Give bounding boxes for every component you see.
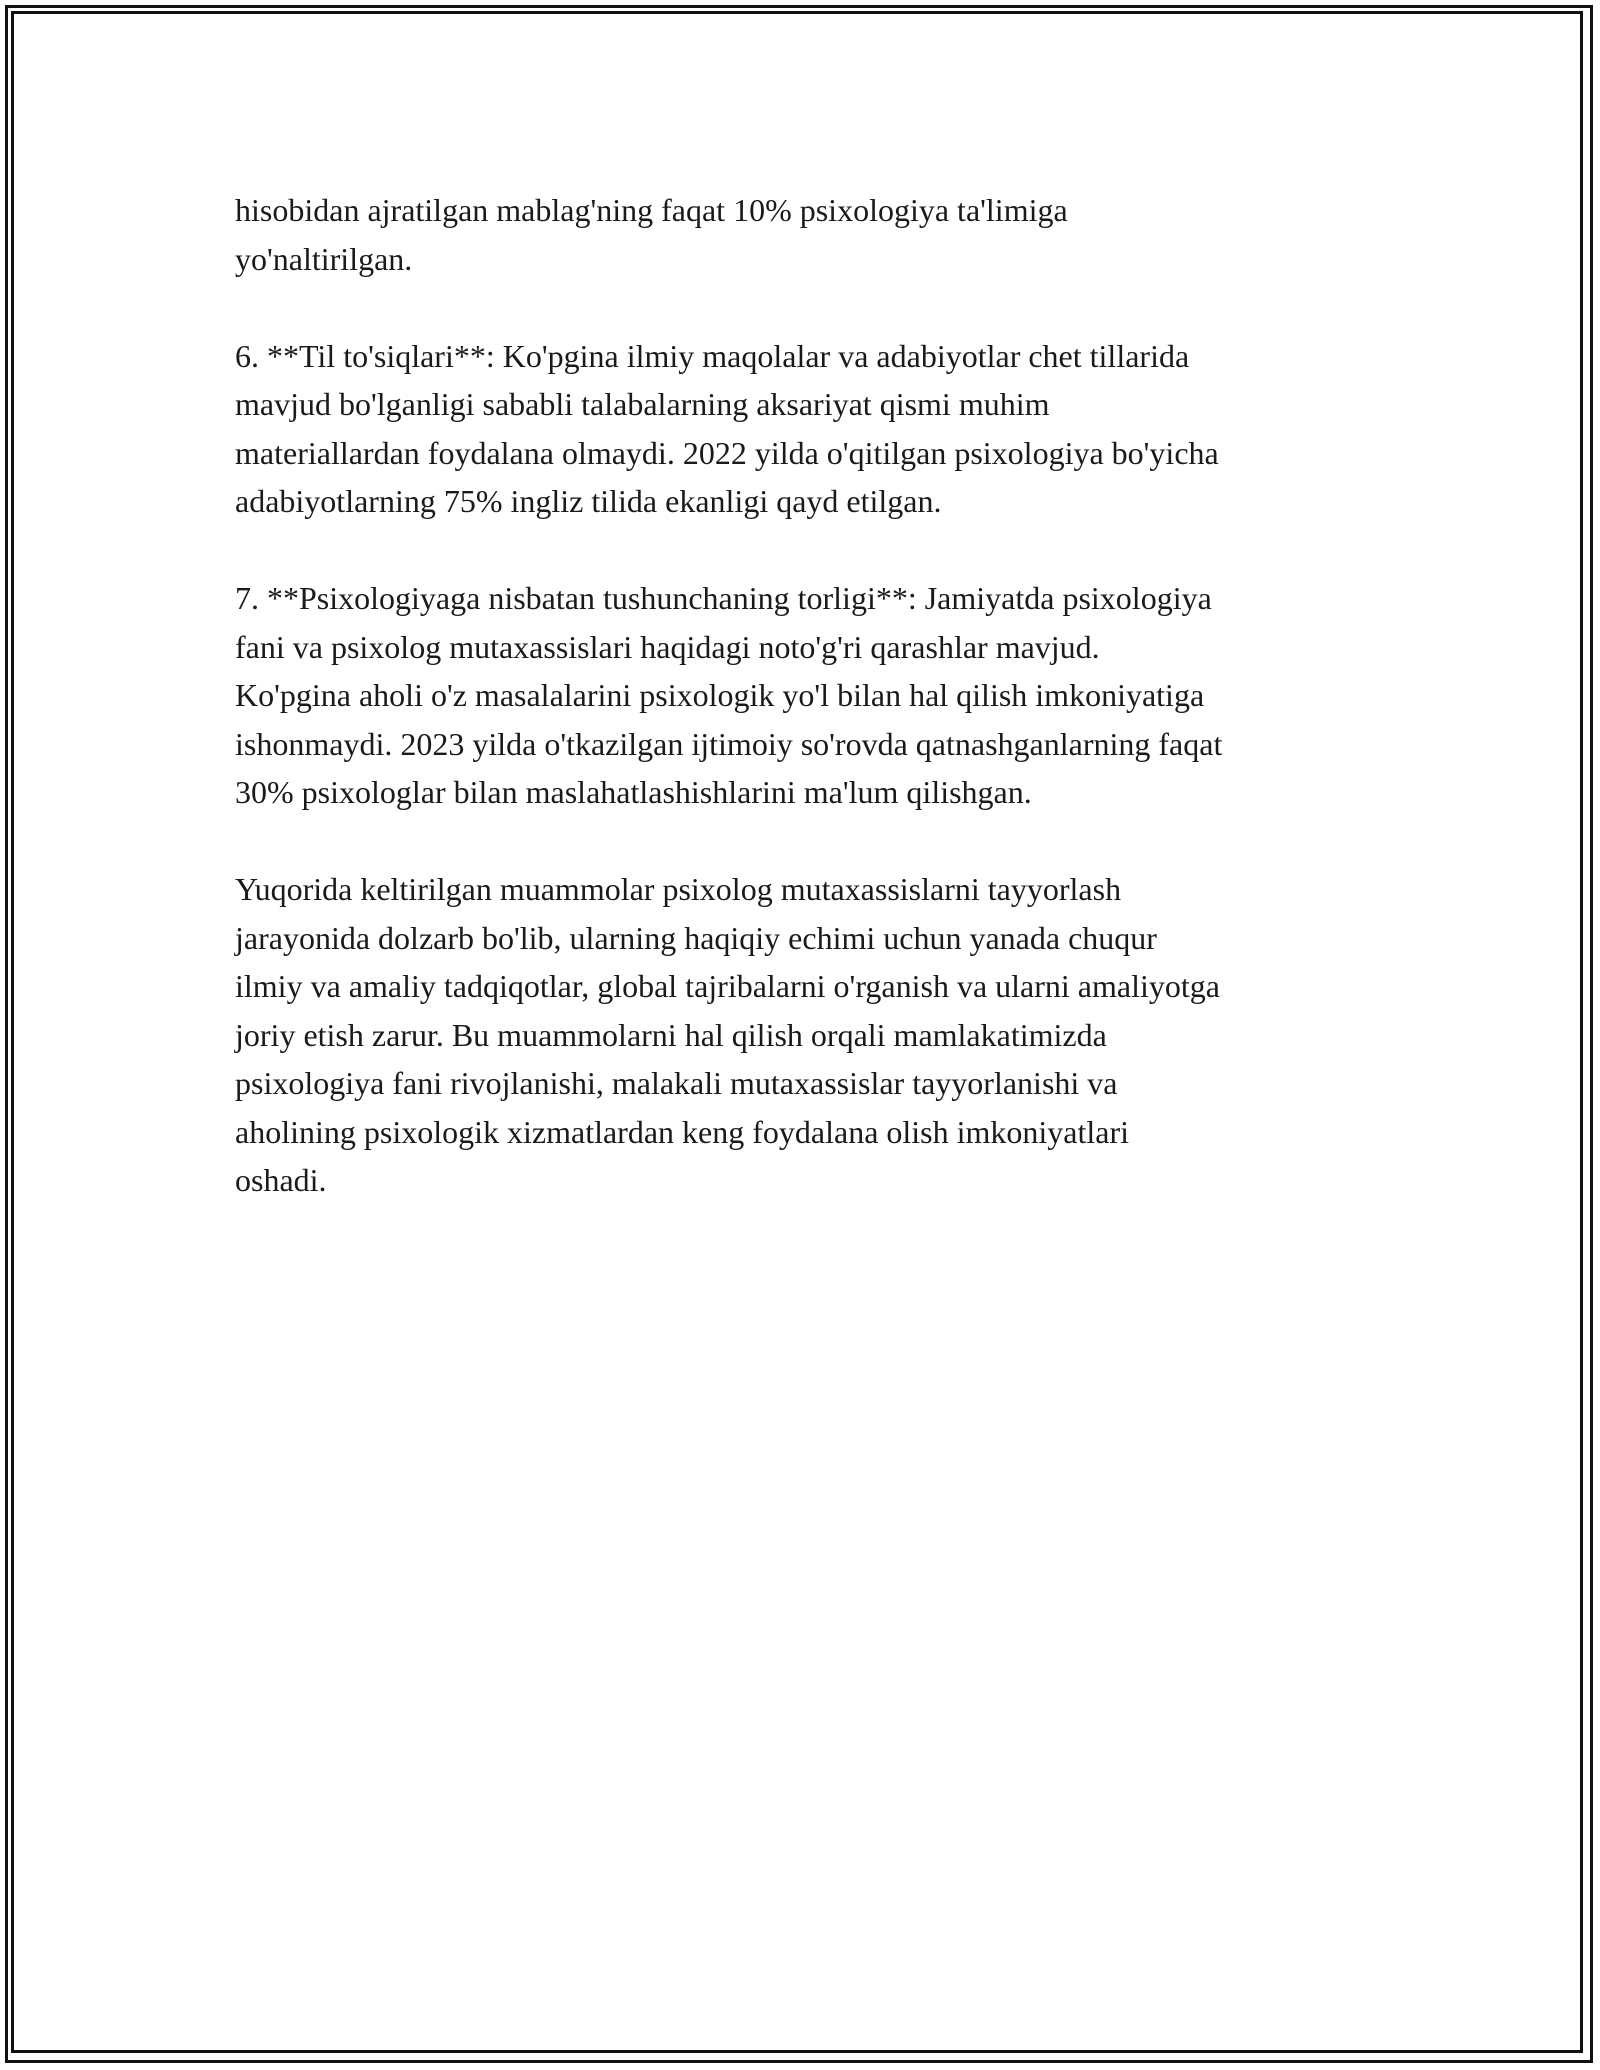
paragraph-conclusion: Yuqorida keltirilgan muammolar psixolog mutaxassislarni tayyorlash jarayonida dolzarb bo'lib, ularning haqiqiy echimi uchun yanada chuqur ilmiy va amaliy tadqiqotlar, global tajribalarni o'rganish va ularni amaliyotga joriy etish zarur. Bu muammolarni hal qilish orqali mamlakatimizda psixologiya fani rivojlanishi, malakali mutaxassislar tayyorlanishi va aholining psixologik xizmatlardan keng foydalana olish imkoniyatlari oshadi. (235, 871, 1220, 1198)
document-body (235, 186, 1390, 1253)
paragraph-funding-continuation: hisobidan ajratilgan mablag'ning faqat 10% psixologiya ta'limiga yo'naltirilgan. (235, 192, 1068, 277)
paragraph-narrow-understanding: 7. **Psixologiyaga nisbatan tushunchaning torligi**: Jamiyatda psixologiya fani va psixolog mutaxassislari haqidagi noto'g'ri qarashlar mavjud. Ko'pgina aholi o'z masalalarini psixologik yo'l bilan hal qilish imkoniyatiga ishonmaydi. 2023 yilda o'tkazilgan ijtimoiy so'rovda qatnashganlarning faqat 30% psixologlar bilan maslahatlashishlarini ma'lum qilishgan. (235, 580, 1223, 810)
paragraph-language-barriers: 6. **Til to'siqlari**: Ko'pgina ilmiy maqolalar va adabiyotlar chet tillarida mavjud bo'lganligi sababli talabalarning aksariyat qismi muhim materiallardan foydalana olmaydi. 2022 yilda o'qitilgan psixologiya bo'yicha adabiyotlarning 75% ingliz tilida ekanligi qayd etilgan. (235, 337, 1219, 519)
